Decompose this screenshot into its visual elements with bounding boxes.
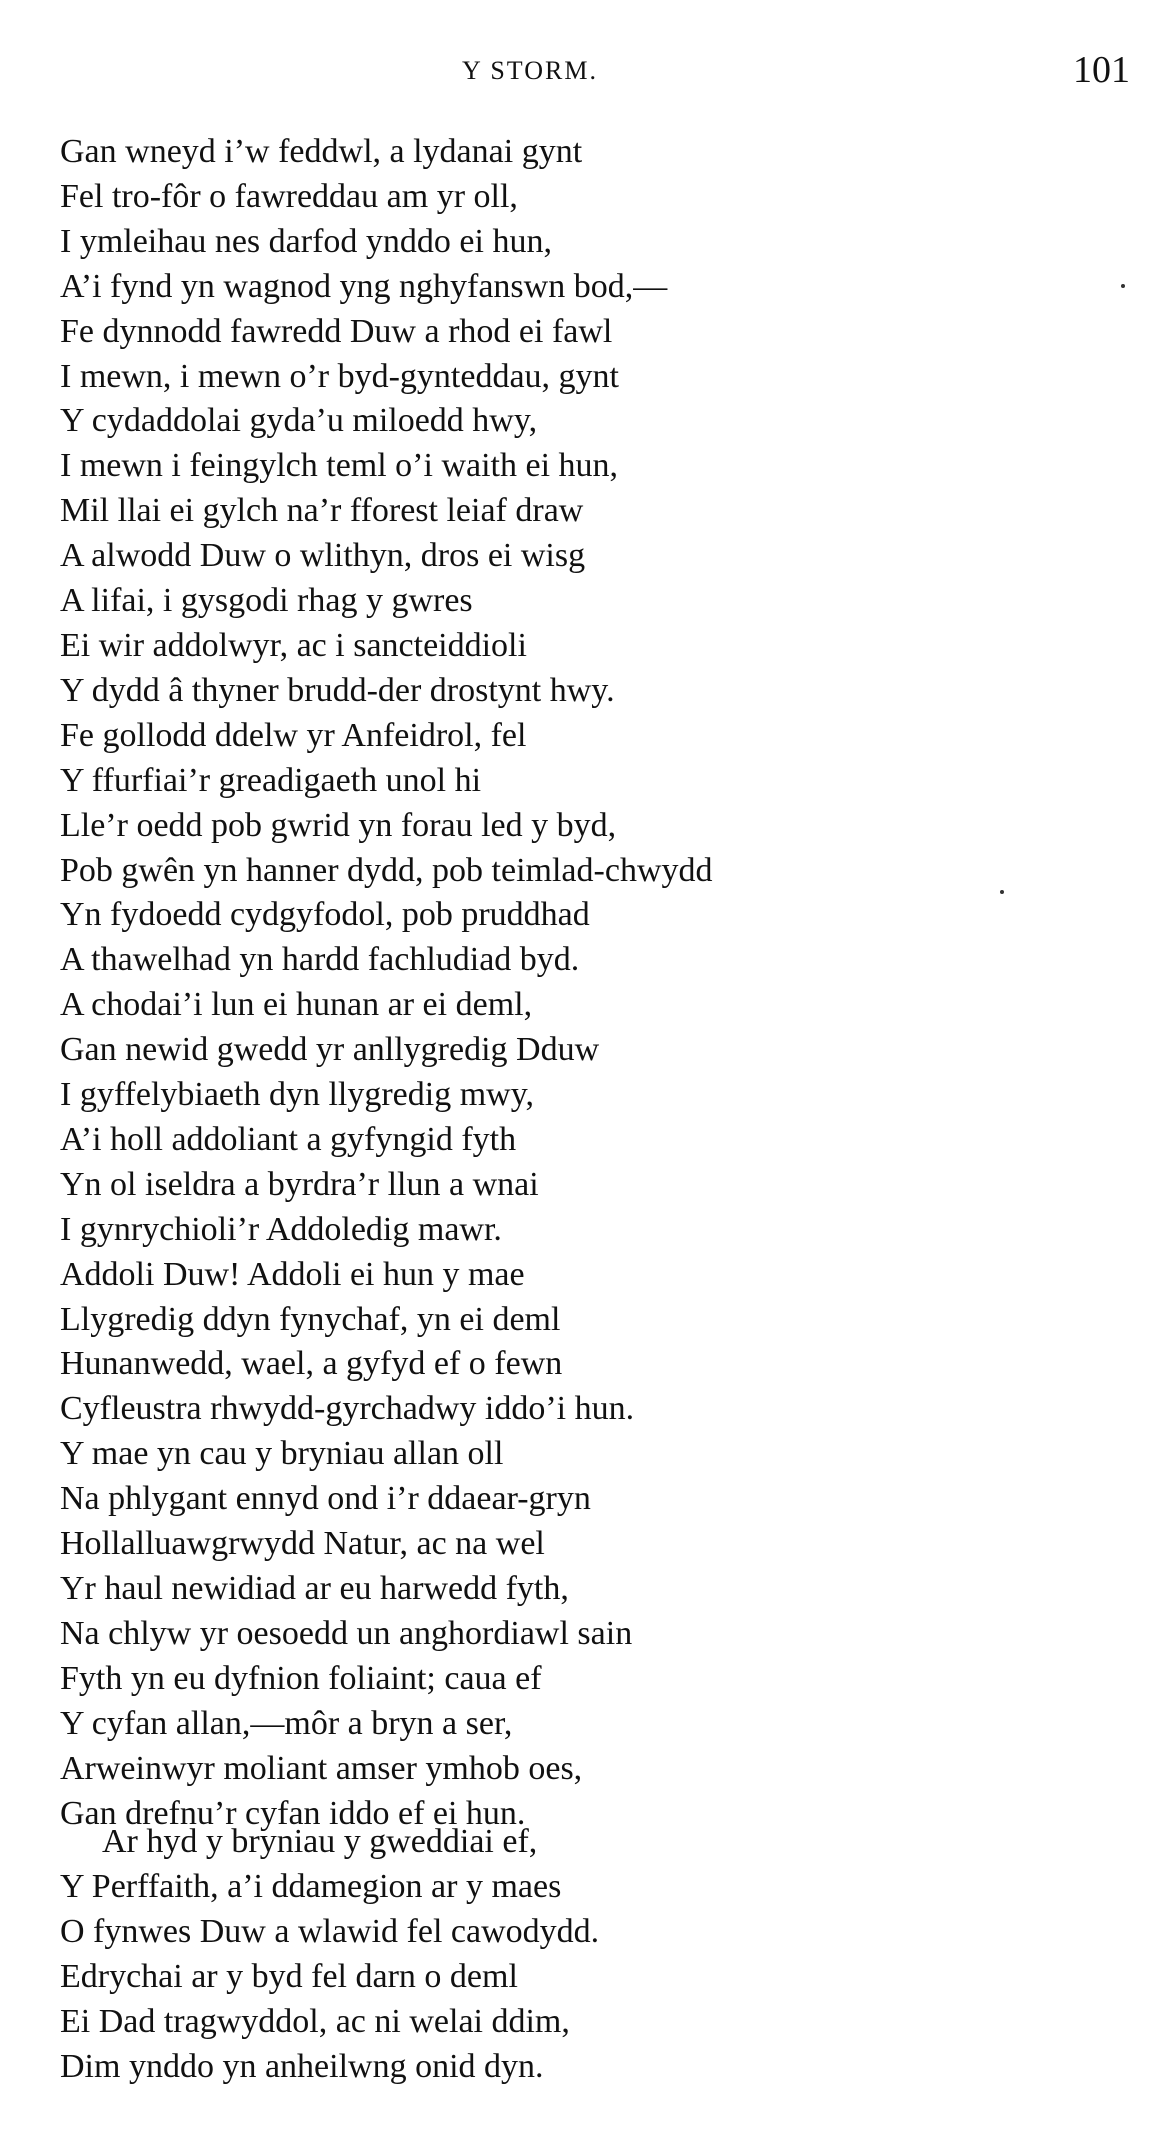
running-head [0,48,1165,98]
verse-line-indented: Ar hyd y bryniau y gweddiai ef, [102,1823,538,1860]
verse-line: Fe dynnodd fawredd Duw a rhod ei fawl [60,312,613,350]
verse-line: Yn fydoedd cydgyfodol, pob pruddhad [60,896,590,934]
verse-line: Ei Dad tragwyddol, ac ni welai ddim, [60,2002,570,2040]
verse-line: Y Perffaith, a’i ddamegion ar y maes [60,1867,562,1905]
verse-line: A’i holl addoliant a gyfyngid fyth [60,1120,517,1158]
verse-line: Y dydd â thyner brudd-der drostynt hwy. [60,671,615,709]
verse-line: I mewn, i mewn o’r byd-gynteddau, gynt [60,357,619,395]
verse-line: O fynwes Duw a wlawid fel cawodydd. [60,1912,600,1950]
verse-line: Na chlyw yr oesoedd un anghordiawl sain [60,1614,633,1652]
verse-line: Fel tro-fôr o fawreddau am yr oll, [60,177,518,215]
verse-line: Na phlygant ennyd ond i’r ddaear-gryn [60,1480,591,1518]
verse-line: Yr haul newidiad ar eu harwedd fyth, [60,1570,569,1607]
verse-line: A lifai, i gysgodi rhag y gwres [60,582,473,620]
verse-line: Addoli Duw! Addoli ei hun y mae [60,1255,525,1293]
page-number: 101 [1073,49,1130,91]
verse-line: Gan drefnu’r cyfan iddo ef ei hun. [60,1794,526,1832]
verse-line: Llygredig ddyn fynychaf, yn ei deml [60,1300,561,1338]
verse-line: Fyth yn eu dyfnion foliaint; caua ef [60,1659,542,1697]
stanza-2 [60,1820,1120,2089]
verse-line: I ymleihau nes darfod ynddo ei hun, [60,222,552,260]
verse-line: Y mae yn cau y bryniau allan oll [60,1435,504,1473]
verse-line: I gynrychioli’r Addoledig mawr. [60,1210,502,1248]
verse-line: Y cydaddolai gyda’u miloedd hwy, [60,402,538,440]
verse-line: Mil llai ei gylch na’r fforest leiaf draw [60,492,584,530]
print-speck [1000,890,1004,894]
verse-line: Edrychai ar y byd fel darn o deml [60,1957,518,1995]
verse-line: A thawelhad yn hardd fachludiad byd. [60,941,580,979]
verse-line: Pob gwên yn hanner dydd, pob teimlad-chwydd [60,851,713,889]
running-title: Y STORM. [462,56,598,85]
verse-line: Yn ol iseldra a byrdra’r llun a wnai [60,1165,539,1203]
verse-line: Dim ynddo yn anheilwng onid dyn. [60,2047,544,2085]
verse-line: A’i fynd yn wagnod yng nghyfanswn bod,— [60,267,668,305]
stanza-1 [60,130,1120,1836]
verse-line: Cyfleustra rhwydd-gyrchadwy iddo’i hun. [60,1390,635,1428]
verse-line: Hollalluawgrwydd Natur, ac na wel [60,1525,545,1563]
verse-line: A alwodd Duw o wlithyn, dros ei wisg [60,537,586,575]
verse-line: I mewn i feingylch teml o’i waith ei hun, [60,447,619,485]
verse-line: Arweinwyr moliant amser ymhob oes, [60,1749,583,1787]
verse-line: Lle’r oedd pob gwrid yn forau led y byd, [60,806,617,844]
verse-line: Ei wir addolwyr, ac i sancteiddioli [60,626,527,664]
verse-line: A chodai’i lun ei hunan ar ei deml, [60,986,533,1024]
verse-line: Gan newid gwedd yr anllygredig Dduw [60,1031,600,1069]
verse-line: Fe gollodd ddelw yr Anfeidrol, fel [60,716,527,754]
print-speck [1121,284,1125,288]
verse-line: Y ffurfiai’r greadigaeth unol hi [60,761,482,799]
verse-line: Hunanwedd, wael, a gyfyd ef o fewn [60,1345,563,1383]
verse-line: Y cyfan allan,—môr a bryn a ser, [60,1704,513,1742]
verse-line: Gan wneyd i’w feddwl, a lydanai gynt [60,133,583,170]
verse-line: I gyffelybiaeth dyn llygredig mwy, [60,1076,535,1114]
